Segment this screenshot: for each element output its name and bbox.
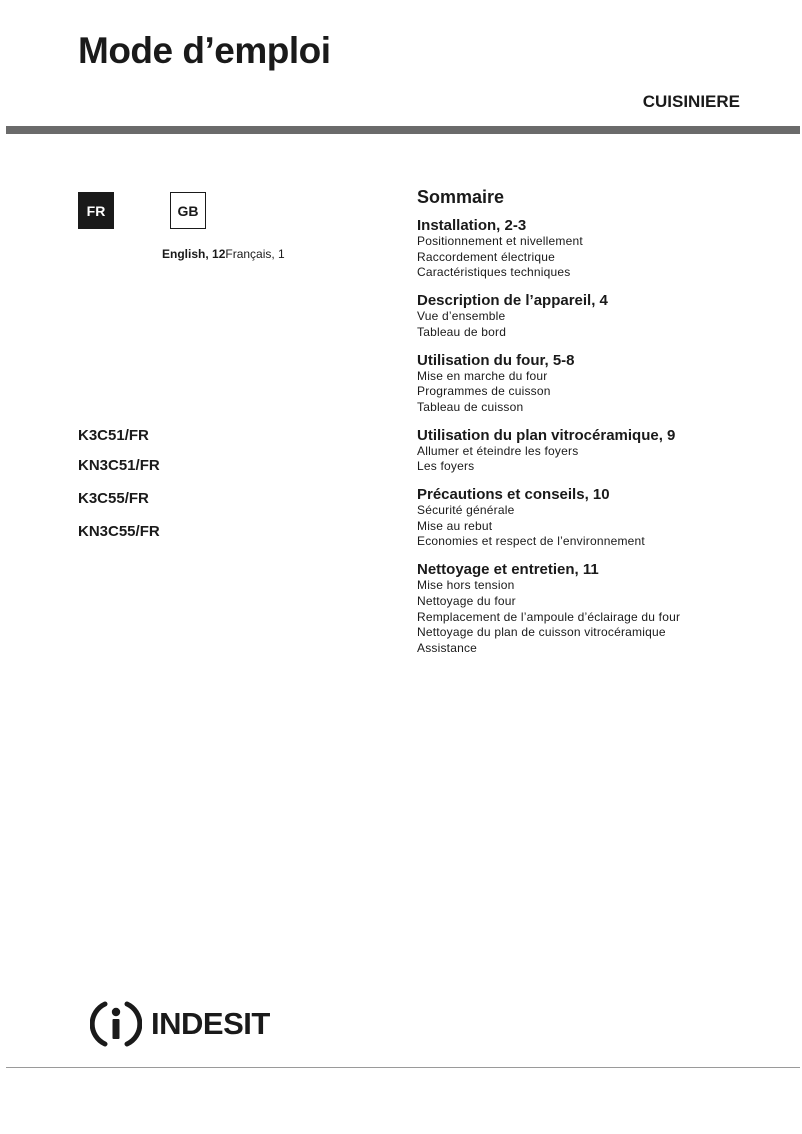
table-of-contents — [417, 187, 787, 668]
header-divider — [6, 126, 800, 134]
french-index: Français, 1 — [225, 247, 285, 261]
toc-item: Nettoyage du plan de cuisson vitrocéramique — [417, 625, 666, 640]
toc-item: Les foyers — [417, 459, 475, 474]
toc-section-title[interactable]: Description de l’appareil, 4 — [417, 292, 608, 310]
model-number: KN3C55/FR — [78, 523, 160, 540]
toc-item: Tableau de bord — [417, 324, 507, 339]
english-page: 12 — [212, 247, 226, 261]
toc-item: Positionnement et nivellement — [417, 234, 583, 248]
toc-item: Sécurité générale — [417, 503, 515, 518]
toc-section — [417, 561, 787, 657]
toc-item: Vue d’ensemble — [417, 309, 506, 324]
product-category: CUISINIERE — [642, 92, 740, 111]
language-badge-gb: GB — [170, 192, 206, 229]
toc-item: Programmes de cuisson — [417, 384, 551, 399]
toc-section — [417, 486, 787, 550]
toc-item: Mise en marche du four — [417, 368, 548, 383]
toc-section-title[interactable]: Utilisation du plan vitrocéramique, 9 — [417, 426, 676, 444]
toc-item: Nettoyage du four — [417, 593, 516, 608]
indesit-logo-icon — [90, 998, 142, 1050]
toc-item: Mise hors tension — [417, 578, 515, 593]
english-label: English, — [162, 247, 209, 261]
toc-section-title[interactable]: Nettoyage et entretien, 11 — [417, 561, 599, 579]
toc-item: Mise au rebut — [417, 518, 493, 533]
toc-item: Caractéristiques techniques — [417, 265, 571, 280]
page-title: Mode d’emploi — [78, 30, 331, 71]
toc-item: Remplacement de l’ampoule d’éclairage du four — [417, 609, 681, 624]
brand-name: INDESIT — [151, 1006, 270, 1041]
footer-divider — [6, 1067, 800, 1068]
brand-logo — [90, 998, 270, 1050]
toc-item: Allumer et éteindre les foyers — [417, 443, 579, 458]
toc-section — [417, 292, 787, 340]
language-badge-fr: FR — [78, 192, 114, 229]
toc-section — [417, 352, 787, 416]
toc-section-title[interactable]: Précautions et conseils, 10 — [417, 486, 610, 504]
model-number: K3C55/FR — [78, 490, 149, 507]
toc-section — [417, 217, 787, 281]
model-number: K3C51/FR — [78, 427, 149, 444]
toc-item: Assistance — [417, 640, 478, 655]
toc-item: Economies et respect de l’environnement — [417, 534, 645, 549]
toc-section-title[interactable]: Installation, 2-3 — [417, 217, 527, 234]
model-number: KN3C51/FR — [78, 457, 160, 474]
toc-item: Tableau de cuisson — [417, 399, 524, 414]
language-index — [162, 247, 285, 261]
toc-heading: Sommaire — [417, 187, 505, 207]
toc-section — [417, 427, 787, 475]
toc-item: Raccordement électrique — [417, 249, 556, 264]
toc-section-title[interactable]: Utilisation du four, 5-8 — [417, 351, 575, 369]
